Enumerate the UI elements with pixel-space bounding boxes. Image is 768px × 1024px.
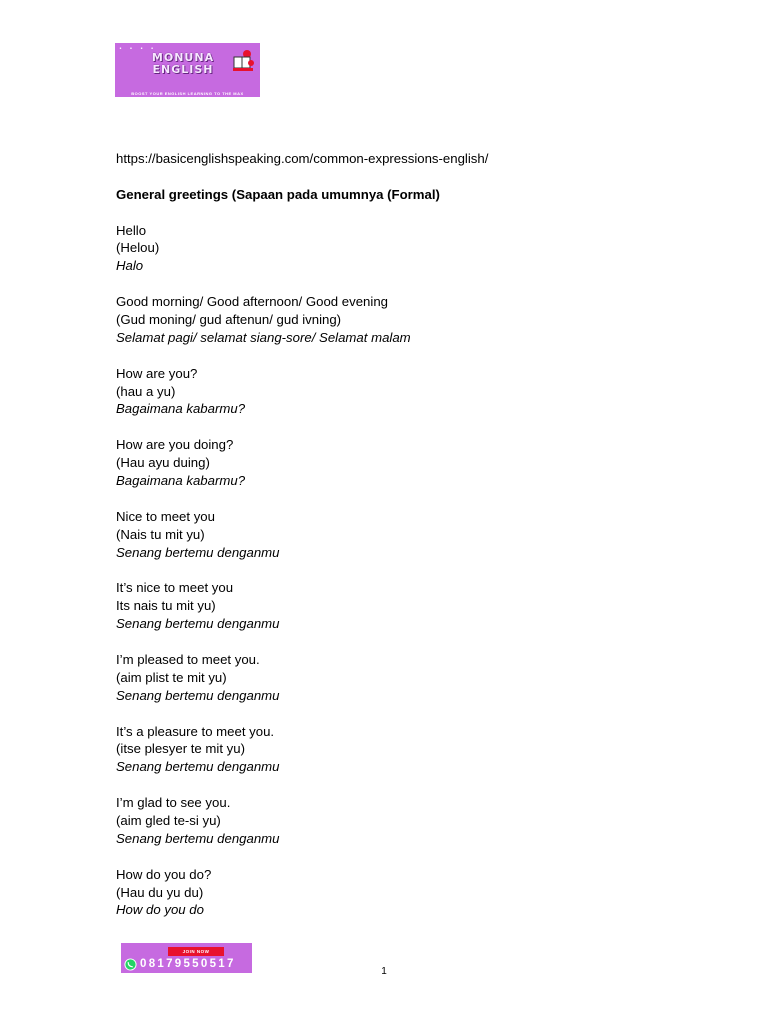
expression-english: It’s a pleasure to meet you. <box>116 723 275 739</box>
phone-number: 08179550517 <box>140 958 236 970</box>
expression-pronunciation: (Hau du yu du) <box>116 884 204 900</box>
join-now-button[interactable]: JOIN NOW <box>168 947 224 956</box>
expression-entry <box>116 866 736 920</box>
decorative-dots: • • • • <box>119 46 157 52</box>
contact-banner[interactable] <box>121 943 252 973</box>
expression-entry <box>116 508 736 580</box>
expression-english: How do you do? <box>116 866 212 882</box>
expression-entry <box>116 579 736 651</box>
expression-translation: How do you do <box>116 902 204 918</box>
expression-pronunciation: (Hau ayu duing) <box>116 455 210 471</box>
expression-pronunciation: (Helou) <box>116 240 160 256</box>
expression-english: Hello <box>116 222 147 238</box>
expression-pronunciation: (itse plesyer te mit yu) <box>116 741 245 757</box>
expression-english: It’s nice to meet you <box>116 580 234 596</box>
page-number: 1 <box>381 966 387 977</box>
logo-tagline: BOOST YOUR ENGLISH LEARNING TO THE MAX <box>131 91 244 96</box>
expression-english: I’m pleased to meet you. <box>116 651 260 667</box>
expression-pronunciation: (Nais tu mit yu) <box>116 526 205 542</box>
expression-pronunciation: (Gud moning/ gud aftenun/ gud ivning) <box>116 312 342 328</box>
expression-translation: Senang bertemu denganmu <box>116 830 280 846</box>
document-body <box>116 150 736 919</box>
expression-pronunciation: Its nais tu mit yu) <box>116 598 216 614</box>
expression-translation: Senang bertemu denganmu <box>116 759 280 775</box>
expression-pronunciation: (aim gled te-si yu) <box>116 812 221 828</box>
expression-pronunciation: (hau a yu) <box>116 383 176 399</box>
expression-entry <box>116 365 736 437</box>
expression-translation: Senang bertemu denganmu <box>116 687 280 703</box>
logo-title-line1: MONUNA <box>151 51 215 64</box>
source-url[interactable]: https://basicenglishspeaking.com/common-expressions-english/ <box>116 151 489 166</box>
whatsapp-icon <box>124 958 137 971</box>
section-heading: General greetings (Sapaan pada umumnya (Formal) <box>116 186 440 202</box>
expression-entry <box>116 222 736 294</box>
expression-entry <box>116 723 736 795</box>
expression-english: Nice to meet you <box>116 508 215 524</box>
brand-logo <box>115 43 260 97</box>
expression-english: How are you? <box>116 365 198 381</box>
expression-list <box>116 222 736 920</box>
expression-pronunciation: (aim plist te mit yu) <box>116 669 227 685</box>
logo-title <box>143 52 223 76</box>
expression-entry <box>116 651 736 723</box>
expression-translation: Halo <box>116 258 144 274</box>
expression-entry <box>116 293 736 365</box>
expression-english: How are you doing? <box>116 437 234 453</box>
logo-title-line2: ENGLISH <box>152 63 214 76</box>
expression-translation: Selamat pagi/ selamat siang-sore/ Selamat malam <box>116 329 411 345</box>
expression-translation: Senang bertemu denganmu <box>116 544 280 560</box>
book-icon <box>232 49 254 75</box>
expression-english: I’m glad to see you. <box>116 795 231 811</box>
expression-translation: Bagaimana kabarmu? <box>116 473 246 489</box>
expression-entry <box>116 794 736 866</box>
expression-translation: Bagaimana kabarmu? <box>116 401 246 417</box>
expression-translation: Senang bertemu denganmu <box>116 616 280 632</box>
expression-english: Good morning/ Good afternoon/ Good evening <box>116 294 388 310</box>
expression-entry <box>116 436 736 508</box>
